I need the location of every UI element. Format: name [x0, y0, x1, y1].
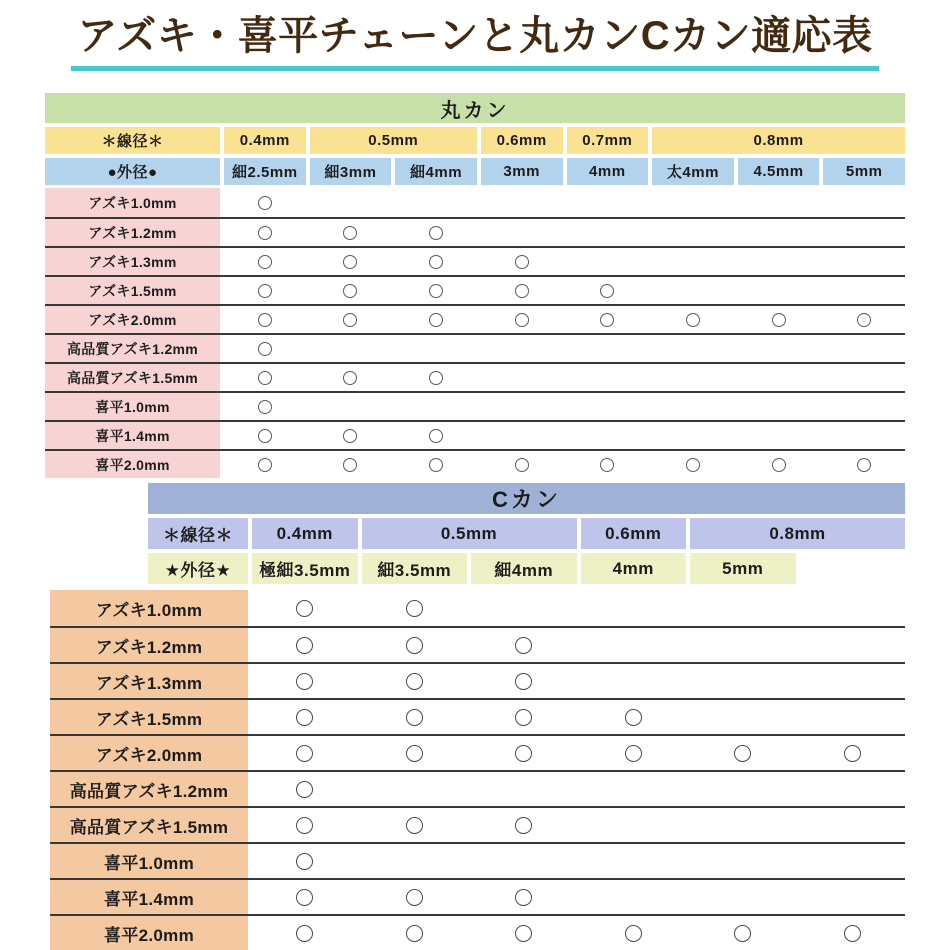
empty-cell: [481, 188, 563, 217]
empty-cell: [581, 808, 687, 842]
empty-cell: [471, 844, 577, 878]
table-row: [50, 842, 905, 878]
empty-cell: [395, 335, 477, 362]
compatibility-mark-cell: [690, 916, 796, 950]
circle-mark: [343, 371, 357, 385]
circle-mark: [429, 226, 443, 240]
empty-cell: [652, 364, 734, 391]
circle-mark: [772, 313, 786, 327]
circle-mark: [406, 745, 423, 762]
table-row: [45, 420, 905, 449]
circle-mark: [296, 673, 313, 690]
empty-cell: [690, 772, 796, 806]
maru-outer-size-0: 細2.5mm: [224, 158, 306, 185]
empty-cell: [581, 772, 687, 806]
circle-mark: [296, 600, 313, 617]
maru-wire-size-4: 0.8mm: [652, 127, 905, 154]
circle-mark: [857, 458, 871, 472]
table-row: [45, 217, 905, 246]
circle-mark: [844, 745, 861, 762]
row-label: 喜平1.0mm: [45, 393, 220, 420]
empty-cell: [567, 188, 649, 217]
compatibility-mark-cell: [252, 880, 358, 914]
maru-outer-size-5: 太4mm: [652, 158, 734, 185]
circle-mark: [515, 637, 532, 654]
circle-mark: [515, 817, 532, 834]
compatibility-mark-cell: [581, 736, 687, 770]
circle-mark: [258, 400, 272, 414]
row-label: アズキ2.0mm: [50, 736, 248, 770]
maru-wire-size-2: 0.6mm: [481, 127, 563, 154]
row-label: 喜平1.4mm: [45, 422, 220, 449]
circle-mark: [406, 925, 423, 942]
circle-mark: [406, 673, 423, 690]
table-row: [50, 626, 905, 662]
empty-cell: [800, 664, 906, 698]
circle-mark: [625, 745, 642, 762]
compatibility-mark-cell: [224, 277, 306, 304]
empty-cell: [581, 590, 687, 626]
empty-cell: [652, 248, 734, 275]
compatibility-mark-cell: [395, 248, 477, 275]
c-outer-size-2: 細4mm: [471, 553, 577, 584]
circle-mark: [343, 458, 357, 472]
compatibility-mark-cell: [471, 808, 577, 842]
compatibility-mark-cell: [224, 219, 306, 246]
circle-mark: [258, 342, 272, 356]
c-wire-diameter-label: ＊線径＊: [148, 518, 248, 549]
empty-cell: [823, 422, 905, 449]
compatibility-mark-cell: [224, 364, 306, 391]
table-row: [45, 275, 905, 304]
empty-cell: [362, 844, 468, 878]
empty-cell: [738, 248, 820, 275]
compatibility-mark-cell: [481, 248, 563, 275]
empty-cell: [738, 219, 820, 246]
empty-cell: [581, 844, 687, 878]
compatibility-mark-cell: [252, 772, 358, 806]
table-row: [45, 449, 905, 478]
compatibility-mark-cell: [252, 916, 358, 950]
empty-cell: [567, 422, 649, 449]
circle-mark: [406, 889, 423, 906]
empty-cell: [362, 772, 468, 806]
circle-mark: [515, 745, 532, 762]
compatibility-mark-cell: [471, 628, 577, 662]
empty-cell: [567, 248, 649, 275]
empty-cell: [823, 188, 905, 217]
compatibility-mark-cell: [252, 700, 358, 734]
table-row: [45, 362, 905, 391]
empty-cell: [395, 188, 477, 217]
compatibility-mark-cell: [310, 248, 392, 275]
circle-mark: [734, 745, 751, 762]
compatibility-mark-cell: [362, 808, 468, 842]
empty-cell: [800, 880, 906, 914]
circle-mark: [343, 284, 357, 298]
empty-cell: [690, 844, 796, 878]
compatibility-mark-cell: [581, 700, 687, 734]
circle-mark: [734, 925, 751, 942]
compatibility-mark-cell: [471, 664, 577, 698]
empty-cell: [823, 248, 905, 275]
compatibility-mark-cell: [252, 628, 358, 662]
maru-kan-header: [45, 93, 905, 185]
c-wire-size-3: 0.8mm: [690, 518, 905, 549]
compatibility-mark-cell: [224, 306, 306, 333]
row-label: アズキ1.5mm: [45, 277, 220, 304]
table-row: [45, 304, 905, 333]
empty-cell: [652, 277, 734, 304]
circle-mark: [406, 709, 423, 726]
empty-cell: [395, 393, 477, 420]
maru-outer-size-4: 4mm: [567, 158, 649, 185]
circle-mark: [515, 673, 532, 690]
maru-outer-size-2: 細4mm: [395, 158, 477, 185]
empty-cell: [738, 422, 820, 449]
compatibility-mark-cell: [800, 916, 906, 950]
compatibility-mark-cell: [395, 277, 477, 304]
circle-mark: [686, 458, 700, 472]
row-label: アズキ1.2mm: [45, 219, 220, 246]
row-label: 喜平2.0mm: [45, 451, 220, 478]
circle-mark: [686, 313, 700, 327]
circle-mark: [258, 226, 272, 240]
empty-cell: [738, 188, 820, 217]
circle-mark: [258, 371, 272, 385]
compatibility-mark-cell: [224, 335, 306, 362]
circle-mark: [258, 313, 272, 327]
c-outer-size-3: 4mm: [581, 553, 687, 584]
compatibility-mark-cell: [252, 808, 358, 842]
empty-cell: [738, 335, 820, 362]
circle-mark: [625, 709, 642, 726]
circle-mark: [406, 600, 423, 617]
table-row: [50, 806, 905, 842]
circle-mark: [296, 925, 313, 942]
circle-mark: [406, 817, 423, 834]
empty-cell: [567, 219, 649, 246]
maru-kan-table-title: 丸カン: [45, 93, 905, 123]
compatibility-mark-cell: [310, 364, 392, 391]
circle-mark: [515, 925, 532, 942]
page-title: アズキ・喜平チェーンと丸カンCカン適応表: [71, 13, 878, 71]
compatibility-mark-cell: [310, 306, 392, 333]
table-row: [50, 734, 905, 770]
compatibility-mark-cell: [395, 364, 477, 391]
empty-cell: [823, 219, 905, 246]
empty-cell: [310, 188, 392, 217]
compatibility-mark-cell: [310, 219, 392, 246]
empty-cell: [310, 335, 392, 362]
table-row: [45, 188, 905, 217]
maru-outer-size-3: 3mm: [481, 158, 563, 185]
circle-mark: [296, 781, 313, 798]
table-row: [45, 333, 905, 362]
empty-cell: [738, 393, 820, 420]
compatibility-mark-cell: [471, 880, 577, 914]
maru-wire-size-0: 0.4mm: [224, 127, 306, 154]
row-label: 高品質アズキ1.5mm: [50, 808, 248, 842]
circle-mark: [600, 313, 614, 327]
compatibility-mark-cell: [581, 916, 687, 950]
empty-cell: [652, 393, 734, 420]
row-label: アズキ1.2mm: [50, 628, 248, 662]
row-label: アズキ1.5mm: [50, 700, 248, 734]
maru-wire-size-1: 0.5mm: [310, 127, 477, 154]
compatibility-mark-cell: [823, 451, 905, 478]
empty-cell: [690, 628, 796, 662]
c-kan-header: [148, 483, 905, 584]
row-label: 高品質アズキ1.5mm: [45, 364, 220, 391]
circle-mark: [857, 313, 871, 327]
circle-mark: [343, 429, 357, 443]
circle-mark: [258, 429, 272, 443]
compatibility-mark-cell: [252, 590, 358, 626]
row-label: アズキ1.0mm: [50, 590, 248, 626]
compatibility-mark-cell: [362, 628, 468, 662]
compatibility-mark-cell: [224, 188, 306, 217]
compatibility-mark-cell: [395, 219, 477, 246]
circle-mark: [515, 709, 532, 726]
circle-mark: [844, 925, 861, 942]
title-area: [0, 0, 950, 71]
compatibility-mark-cell: [471, 916, 577, 950]
compatibility-mark-cell: [310, 277, 392, 304]
circle-mark: [258, 284, 272, 298]
empty-cell: [567, 393, 649, 420]
compatibility-mark-cell: [567, 451, 649, 478]
row-label: 高品質アズキ1.2mm: [50, 772, 248, 806]
empty-cell: [800, 628, 906, 662]
empty-cell: [690, 664, 796, 698]
compatibility-mark-cell: [252, 664, 358, 698]
compatibility-mark-cell: [310, 451, 392, 478]
empty-cell: [581, 880, 687, 914]
compatibility-mark-cell: [567, 277, 649, 304]
compatibility-mark-cell: [395, 451, 477, 478]
maru-wire-diameter-label: ＊線径＊: [45, 127, 220, 154]
empty-cell: [690, 590, 796, 626]
row-label: アズキ2.0mm: [45, 306, 220, 333]
circle-mark: [429, 284, 443, 298]
table-row: [50, 698, 905, 734]
table-row: [50, 590, 905, 626]
circle-mark: [258, 196, 272, 210]
empty-cell: [652, 422, 734, 449]
empty-cell: [581, 664, 687, 698]
empty-cell: [690, 808, 796, 842]
c-wire-size-1: 0.5mm: [362, 518, 577, 549]
compatibility-mark-cell: [471, 700, 577, 734]
circle-mark: [296, 709, 313, 726]
row-label: 高品質アズキ1.2mm: [45, 335, 220, 362]
c-wire-size-2: 0.6mm: [581, 518, 687, 549]
empty-cell: [823, 393, 905, 420]
empty-cell: [471, 590, 577, 626]
circle-mark: [772, 458, 786, 472]
empty-cell: [800, 808, 906, 842]
circle-mark: [429, 429, 443, 443]
c-kan-body: [50, 590, 905, 950]
table-row: [50, 662, 905, 698]
compatibility-mark-cell: [481, 451, 563, 478]
compatibility-mark-cell: [800, 736, 906, 770]
c-outer-size-1: 細3.5mm: [362, 553, 468, 584]
compatibility-mark-cell: [738, 451, 820, 478]
c-wire-size-0: 0.4mm: [252, 518, 358, 549]
empty-cell: [652, 335, 734, 362]
c-outer-size-0: 極細3.5mm: [252, 553, 358, 584]
empty-cell: [481, 364, 563, 391]
table-row: [50, 770, 905, 806]
empty-cell: [823, 364, 905, 391]
empty-cell: [471, 772, 577, 806]
row-label: アズキ1.3mm: [50, 664, 248, 698]
maru-outer-diameter-label: ●外径●: [45, 158, 220, 185]
empty-cell: [481, 219, 563, 246]
maru-outer-size-6: 4.5mm: [738, 158, 820, 185]
empty-cell: [690, 880, 796, 914]
circle-mark: [600, 458, 614, 472]
compatibility-mark-cell: [395, 306, 477, 333]
circle-mark: [296, 889, 313, 906]
row-label: アズキ1.0mm: [45, 188, 220, 217]
maru-kan-body: [45, 188, 905, 478]
compatibility-mark-cell: [362, 880, 468, 914]
circle-mark: [296, 745, 313, 762]
empty-cell: [567, 364, 649, 391]
empty-cell: [481, 422, 563, 449]
empty-cell: [800, 772, 906, 806]
empty-cell: [738, 277, 820, 304]
circle-mark: [600, 284, 614, 298]
compatibility-mark-cell: [738, 306, 820, 333]
circle-mark: [625, 925, 642, 942]
empty-cell: [310, 393, 392, 420]
c-kan-table-title: Cカン: [148, 483, 905, 514]
compatibility-mark-cell: [310, 422, 392, 449]
empty-cell: [823, 277, 905, 304]
circle-mark: [515, 458, 529, 472]
table-row: [50, 914, 905, 950]
row-label: 喜平1.4mm: [50, 880, 248, 914]
empty-cell: [800, 700, 906, 734]
empty-cell: [481, 393, 563, 420]
maru-outer-size-1: 細3mm: [310, 158, 392, 185]
circle-mark: [343, 255, 357, 269]
circle-mark: [515, 255, 529, 269]
compatibility-mark-cell: [362, 916, 468, 950]
compatibility-mark-cell: [362, 700, 468, 734]
compatibility-mark-cell: [481, 277, 563, 304]
row-label: 喜平2.0mm: [50, 916, 248, 950]
circle-mark: [296, 853, 313, 870]
compatibility-mark-cell: [471, 736, 577, 770]
circle-mark: [515, 284, 529, 298]
c-outer-size-4: 5mm: [690, 553, 796, 584]
circle-mark: [343, 226, 357, 240]
empty-cell: [567, 335, 649, 362]
empty-cell: [481, 335, 563, 362]
circle-mark: [429, 313, 443, 327]
compatibility-mark-cell: [362, 664, 468, 698]
compatibility-mark-cell: [652, 451, 734, 478]
compatibility-mark-cell: [362, 590, 468, 626]
circle-mark: [406, 637, 423, 654]
empty-cell: [581, 628, 687, 662]
compatibility-mark-cell: [224, 422, 306, 449]
circle-mark: [258, 458, 272, 472]
empty-cell: [823, 335, 905, 362]
compatibility-mark-cell: [252, 844, 358, 878]
circle-mark: [258, 255, 272, 269]
maru-outer-size-7: 5mm: [823, 158, 905, 185]
compatibility-mark-cell: [395, 422, 477, 449]
empty-cell: [738, 364, 820, 391]
circle-mark: [429, 255, 443, 269]
empty-cell: [800, 844, 906, 878]
c-outer-diameter-label: ★外径★: [148, 553, 248, 584]
compatibility-mark-cell: [224, 393, 306, 420]
empty-cell: [800, 590, 906, 626]
compatibility-mark-cell: [567, 306, 649, 333]
maru-wire-size-3: 0.7mm: [567, 127, 649, 154]
circle-mark: [429, 458, 443, 472]
compatibility-mark-cell: [481, 306, 563, 333]
compatibility-mark-cell: [252, 736, 358, 770]
circle-mark: [515, 313, 529, 327]
table-row: [50, 878, 905, 914]
table-row: [45, 246, 905, 275]
compatibility-mark-cell: [224, 248, 306, 275]
circle-mark: [296, 817, 313, 834]
row-label: アズキ1.3mm: [45, 248, 220, 275]
compatibility-mark-cell: [362, 736, 468, 770]
compatibility-mark-cell: [224, 451, 306, 478]
row-label: 喜平1.0mm: [50, 844, 248, 878]
compatibility-mark-cell: [652, 306, 734, 333]
compatibility-mark-cell: [823, 306, 905, 333]
empty-cell: [690, 700, 796, 734]
table-row: [45, 391, 905, 420]
circle-mark: [343, 313, 357, 327]
empty-cell: [652, 188, 734, 217]
circle-mark: [296, 637, 313, 654]
compatibility-mark-cell: [690, 736, 796, 770]
circle-mark: [515, 889, 532, 906]
circle-mark: [429, 371, 443, 385]
empty-cell: [652, 219, 734, 246]
